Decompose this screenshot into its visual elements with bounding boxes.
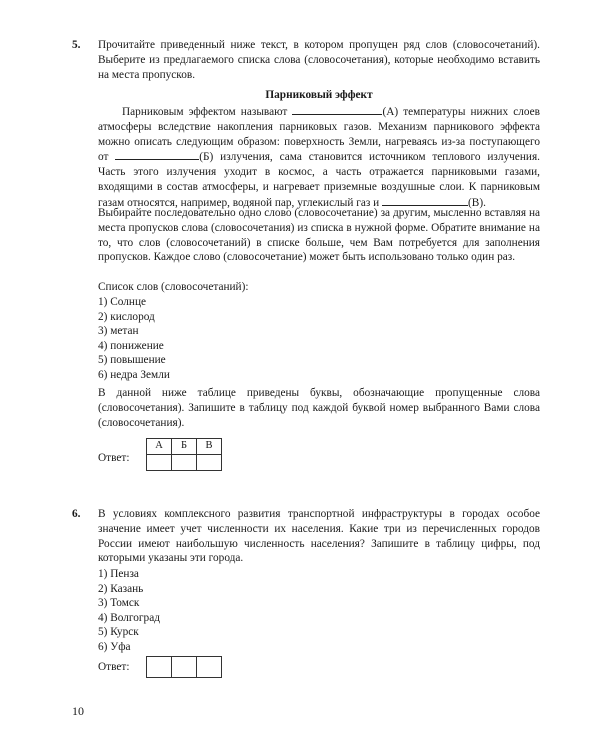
passage (98, 104, 540, 211)
task5-intro: Прочитайте приведенный ниже текст, в котором пропущен ряд слов (словосочетаний). Выберите из предлагаемого списка слова (словосочетания), которые необходимо вставить на места пропусков. (98, 39, 540, 81)
list-item: 6) Уфа (98, 640, 131, 653)
passage-part-1: Парниковым эффектом называют (122, 106, 288, 118)
answer-cell-a[interactable] (147, 455, 172, 471)
list-item: 5) повышение (98, 354, 166, 367)
list-item: 3) метан (98, 325, 139, 338)
word-list-title: Список слов (словосочетаний): (98, 281, 249, 293)
task6-number: 6. (72, 508, 81, 520)
word-list (98, 295, 170, 383)
answer-cell-2[interactable] (172, 657, 197, 678)
passage-part-4: (В). (468, 196, 486, 209)
blank-b (115, 149, 199, 160)
list-item: 5) Курск (98, 626, 139, 639)
letter-a: А (147, 439, 172, 455)
task6-question: В условиях комплексного развития транспортной инфраструктуры в городах особое значение имеет учет численности их населения. Какие три из перечисленных городов России имеют наибольшую численность населения? Запишите в таблицу цифры, под которыми указаны эти города. (98, 508, 540, 565)
list-item: 1) Пенза (98, 568, 139, 580)
list-item: 2) кислород (98, 310, 155, 323)
letter-b: Б (172, 439, 197, 455)
blank-v (382, 195, 468, 206)
answer-cell-v[interactable] (197, 455, 222, 471)
task5-number: 5. (72, 39, 81, 51)
blank-a (292, 104, 382, 115)
list-item: 3) Томск (98, 597, 140, 610)
list-item: 4) понижение (98, 339, 164, 352)
task6-answer-label: Ответ: (98, 661, 130, 673)
city-list (98, 567, 160, 655)
letter-v: В (197, 439, 222, 455)
list-item: 4) Волгоград (98, 611, 160, 624)
list-item: 2) Казань (98, 582, 144, 595)
passage-part-3: (Б) излучения, сама становится источником теплового излучения. Часть этого излучения уходит в космос, а часть отражается парниковыми газами, входящими в состав атмосферы, и нагревает приземные воздушные слои. К парниковым газам относятся, например, водяной пар, углекислый газ и (98, 151, 540, 209)
passage-part-2: (А) температуры нижних слоев атмосферы вследствие накопления парниковых газов. Механизм парникового эффекта можно описать следующим образом: поверхность Земли, нагреваясь из-за поступающего от (98, 106, 540, 164)
text-title: Парниковый эффект (265, 89, 373, 101)
list-item: 1) Солнце (98, 296, 147, 308)
task5-instruction: Выбирайте последовательно одно слово (словосочетание) за другим, мысленно вставляя на места пропусков слова (словосочетания) из списка в нужной форме. Обратите внимание на то, что слов (словосочетаний) в списке больше, чем Вам потребуется для заполнения пропусков. Каждое слово (словосочетание) может быть использовано только один раз. (98, 207, 540, 264)
answer-cell-3[interactable] (197, 657, 222, 678)
task5-answer-label: Ответ: (98, 452, 130, 464)
table-instruction: В данной ниже таблице приведены буквы, обозначающие пропущенные слова (словосочетания). Запишите в таблицу под каждой буквой номер выбранного Вами слова (словосочетания). (98, 387, 540, 429)
answer-cell-1[interactable] (147, 657, 172, 678)
task5-answer-table (146, 438, 222, 471)
page-number: 10 (72, 704, 84, 718)
list-item: 6) недра Земли (98, 368, 170, 381)
task6-answer-table (146, 656, 222, 678)
answer-cell-b[interactable] (172, 455, 197, 471)
